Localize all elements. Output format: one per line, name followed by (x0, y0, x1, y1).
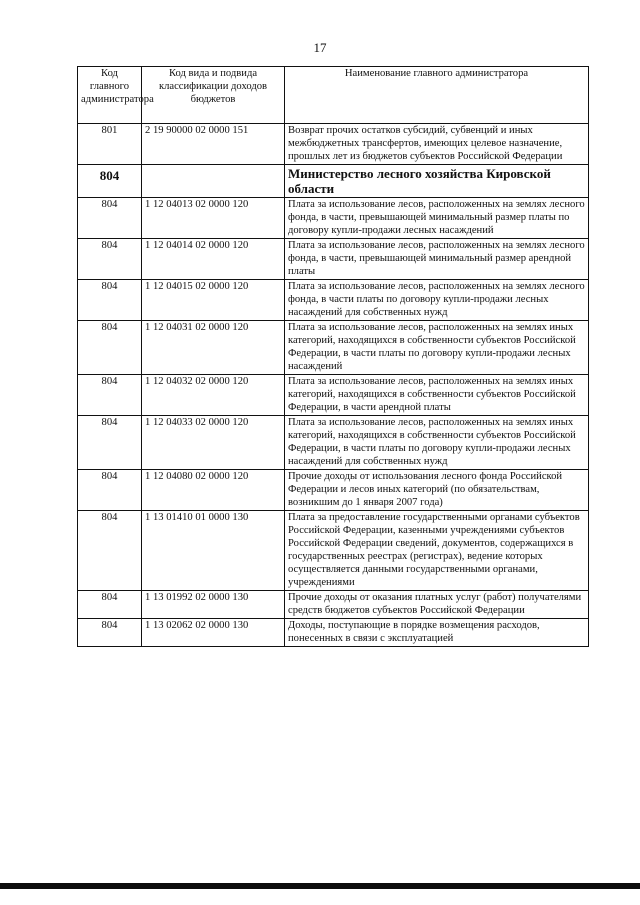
classification-code-cell: 1 12 04014 02 0000 120 (142, 239, 285, 280)
classification-code-cell: 1 13 01992 02 0000 130 (142, 591, 285, 619)
revenue-administrators-table (77, 66, 589, 647)
admin-code-cell: 804 (78, 198, 142, 239)
table-row (78, 375, 589, 416)
admin-code-cell: 801 (78, 124, 142, 165)
classification-code-cell (142, 165, 285, 198)
classification-code-cell: 1 12 04032 02 0000 120 (142, 375, 285, 416)
table-row (78, 591, 589, 619)
admin-code-cell: 804 (78, 165, 142, 198)
admin-name-cell: Прочие доходы от использования лесного фонда Российской Федерации и лесов иных категорий (по обязательствам, возникшим до 1 января 2007 года) (285, 470, 589, 511)
admin-code-cell: 804 (78, 280, 142, 321)
admin-name-cell: Плата за использование лесов, расположенных на землях иных категорий, находящихся в собственности субъектов Российской Федерации, в части платы по договору купли-продажи лесных насаждений (285, 321, 589, 375)
classification-code-cell: 1 13 01410 01 0000 130 (142, 511, 285, 591)
table-row (78, 198, 589, 239)
admin-name-cell: Плата за использование лесов, расположенных на землях лесного фонда, в части платы по договору купли-продажи лесных насаждений для собственных нужд (285, 280, 589, 321)
table-row (78, 619, 589, 647)
admin-name-cell: Плата за предоставление государственными органами субъектов Российской Федерации, казенными учреждениями субъектов Российской Федерации сведений, документов, содержащихся в государственных реестрах (регистрах), ведение которых осуществляется данными государственными органами, учреждениями (285, 511, 589, 591)
table-row (78, 511, 589, 591)
classification-code-cell: 1 13 02062 02 0000 130 (142, 619, 285, 647)
classification-code-cell: 1 12 04013 02 0000 120 (142, 198, 285, 239)
admin-name-cell: Плата за использование лесов, расположенных на землях иных категорий, находящихся в собственности субъектов Российской Федерации, в части платы по договору купли-продажи лесных насаждений для собственных нужд (285, 416, 589, 470)
admin-name-cell: Плата за использование лесов, расположенных на землях иных категорий, находящихся в собственности субъектов Российской Федерации, в части арендной платы (285, 375, 589, 416)
page-number: 17 (313, 40, 327, 55)
table-row (78, 124, 589, 165)
ministry-name-cell: Министерство лесного хозяйства Кировской области (285, 165, 589, 198)
header-revenue-code: Код вида и подвида классификации доходов бюджетов (142, 67, 285, 124)
admin-name-cell: Доходы, поступающие в порядке возмещения расходов, понесенных в связи с эксплуатацией (285, 619, 589, 647)
table-row (78, 239, 589, 280)
table-header-row (78, 67, 589, 124)
header-admin-name: Наименование главного администратора (285, 67, 589, 124)
classification-code-cell: 1 12 04031 02 0000 120 (142, 321, 285, 375)
admin-code-cell: 804 (78, 239, 142, 280)
admin-name-cell: Прочие доходы от оказания платных услуг (работ) получателями средств бюджетов субъектов Российской Федерации (285, 591, 589, 619)
classification-code-cell: 1 12 04015 02 0000 120 (142, 280, 285, 321)
admin-code-cell: 804 (78, 591, 142, 619)
admin-code-cell: 804 (78, 470, 142, 511)
classification-code-cell: 1 12 04080 02 0000 120 (142, 470, 285, 511)
admin-code-cell: 804 (78, 416, 142, 470)
admin-name-cell: Возврат прочих остатков субсидий, субвенций и иных межбюджетных трансфертов, имеющих целевое назначение, прошлых лет из бюджетов субъектов Российской Федерации (285, 124, 589, 165)
admin-code-cell: 804 (78, 619, 142, 647)
admin-name-cell: Плата за использование лесов, расположенных на землях лесного фонда, в части, превышающей минимальный размер платы по договору купли-продажи лесных насаждений (285, 198, 589, 239)
table-row (78, 321, 589, 375)
header-admin-code: Код главного администратора (78, 67, 142, 124)
classification-code-cell: 2 19 90000 02 0000 151 (142, 124, 285, 165)
admin-code-cell: 804 (78, 511, 142, 591)
admin-code-cell: 804 (78, 321, 142, 375)
table-row (78, 470, 589, 511)
admin-name-cell: Плата за использование лесов, расположенных на землях лесного фонда, в части, превышающей минимальный размер арендной платы (285, 239, 589, 280)
admin-code-cell: 804 (78, 375, 142, 416)
table-row (78, 280, 589, 321)
ministry-section-row (78, 165, 589, 198)
scan-edge-bar (0, 883, 640, 889)
classification-code-cell: 1 12 04033 02 0000 120 (142, 416, 285, 470)
table-row (78, 416, 589, 470)
